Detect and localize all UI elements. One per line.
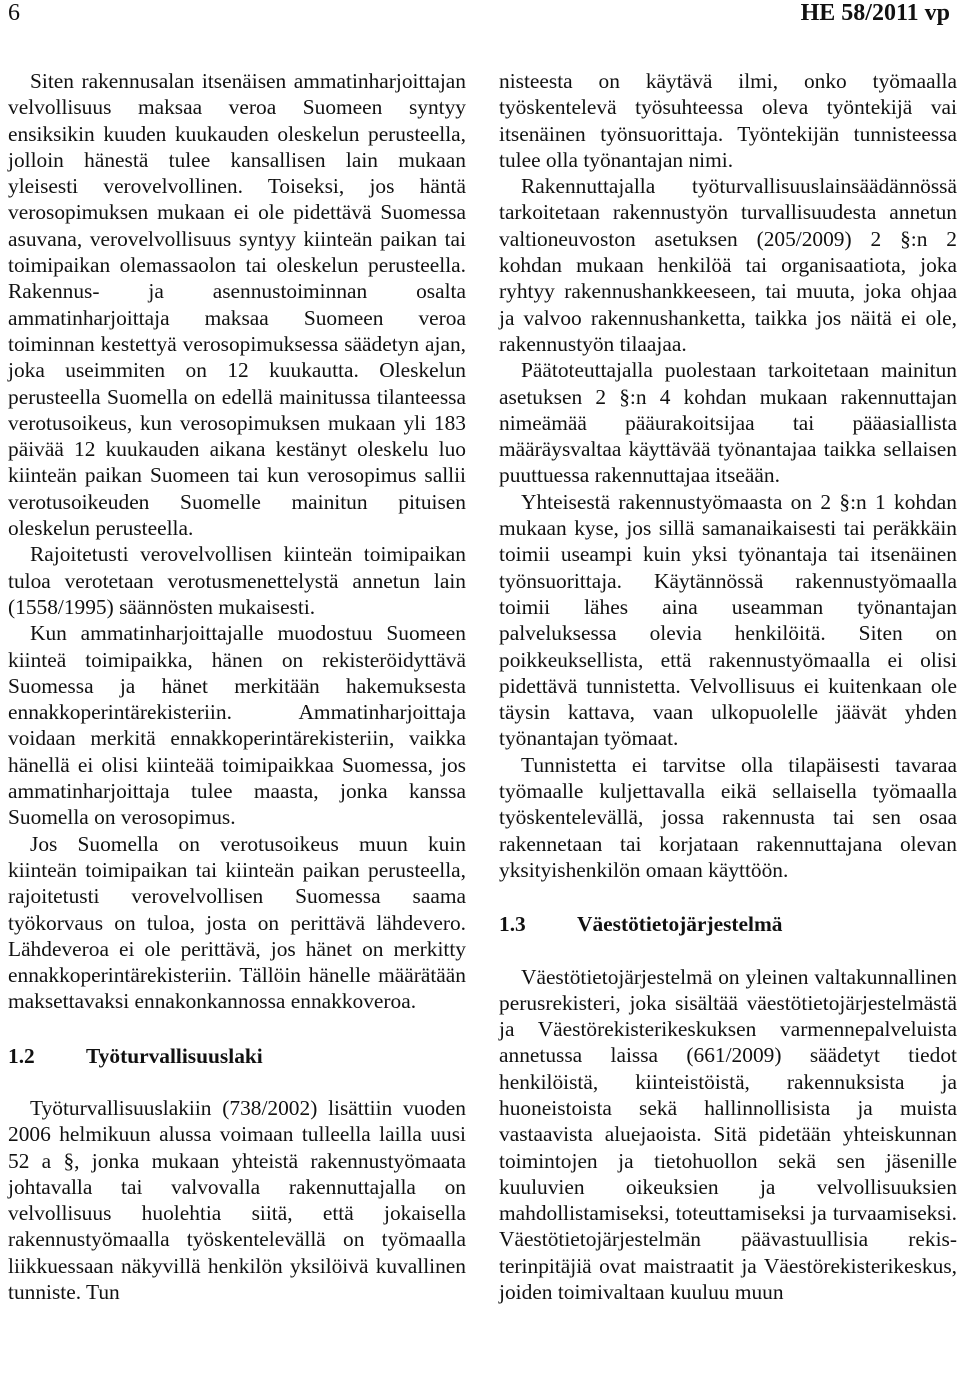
paragraph: Jos Suomella on verotusoikeus muun kuin kiinteän toimipaikan tai kiinteän paikan perusteella, rajoitetusti verovelvollisen Suomessa saama työkorvaus on tuloa, josta on perittävä lähdevero. Lähdeveroa ei ole perittävä, jos hänet on merkitty ennakkoperintärekisteriin. Tällöin hänelle määrätään maksettavaksi ennakonkannossa ennakkoveroa.	[8, 831, 466, 1014]
section-heading	[499, 911, 957, 937]
section-number: 1.2	[8, 1043, 35, 1068]
right-column	[499, 68, 957, 1305]
document-reference: HE 58/2011 vp	[800, 0, 950, 26]
section-title: Väestötietojärjestelmä	[577, 912, 783, 937]
paragraph: Tunnistetta ei tarvitse olla tilapäisesti tavaraa työmaalle kuljettavalla eikä sellaisella työmaalla työskentelevällä, jossa rakennusta tai sen osaa rakennetaan tai korjataan rakennuttajana olevan yksityishenkilön omaan käyttöön.	[499, 752, 957, 882]
paragraph: Kun ammatinharjoittajalle muodostuu Suomeen kiinteä toimipaikka, hänen on rekisteröidyttävä Suomessa ja hänet merkitään hakemuksesta ennakkoperintärekisteriin. Ammatinharjoittaja voidaan merkitä ennakkoperintärekisteriin, vaikka hänellä ei olisi kiinteää toimipaikkaa Suomessa, jos ammatinharjoittaja tulee maasta, jonka kanssa Suomella on verosopimus.	[8, 621, 466, 830]
paragraph: Yhteisestä rakennustyömaasta on 2 §:n 1 kohdan mukaan kyse, jos sillä samanaikaisesti tai peräkkäin toimii useampi kuin yksi työnantaja tai itsenäinen työnsuorittaja. Käytännössä rakennustyömaalla toimii lähes aina useamman työnantajan palveluksessa olevia henkilöitä. Siten on poikkeuksellista, että rakennustyömaalla ei olisi pidettävä tunnistetta. Velvollisuus ei kuitenkaan ole täysin kattava, vaan ulkopuolelle jäävät yhden työnantajan työmaat.	[499, 489, 957, 751]
page-number: 6	[8, 0, 20, 26]
paragraph: Työturvallisuuslakiin (738/2002) lisättiin vuoden 2006 helmikuun alussa voimaan tulleella lailla uusi 52 a §, jonka mukaan yhteistä rakennustyömaata johtavalla tai valvovalla rakennuttajalla on velvollisuus huolehtia siitä, että jokaisella rakennustyömaalla työskentelevällä on työmaalla liikkuessaan näkyvillä henkilön yksilöivä kuvallinen tunniste. Tun	[8, 1095, 466, 1305]
paragraph: Väestötietojärjestelmä on yleinen valtakunnallinen perusrekisteri, joka sisältää väestötietojärjestelmästä ja Väestörekisterikeskuksen varmennepalveluista annetussa laissa (661/2009) säädetyt tiedot henkilöistä, kiinteistöistä, rakennuksista ja huoneistoista sekä hallinnollisista ja muista vastaavista aluejaoista. Sitä pidetään yhteiskunnan toimintojen ja tietohuollon sekä sen jäsenille kuuluvien oikeuksien ja velvollisuuksien mahdollistamiseksi, toteuttamiseksi ja turvaamiseksi. Väestötietojärjestelmän päävastuullisia rekisterinpitäjiä ovat maistraatit ja Väestörekisterikeskus, joiden toimivaltaan kuuluu muun	[499, 964, 957, 1305]
paragraph: nisteesta on käytävä ilmi, onko työmaalla työskentelevä työsuhteessa oleva työntekijä vai itsenäinen työnsuorittaja. Työntekijän tunnisteessa tulee olla työnantajan nimi.	[499, 69, 957, 172]
section-heading	[8, 1043, 466, 1069]
left-column	[8, 68, 466, 1305]
paragraph: Siten rakennusalan itsenäisen ammatinharjoittajan velvollisuus maksaa veroa Suomeen syntyy ensiksikin kuuden kuukauden oleskelun perusteella, jolloin hänestä tulee kansallisen lain mukaan yleisesti verovelvollinen. Toiseksi, jos häntä verosopimuksen mukaan ei ole pidettävä Suomessa asuvana, verovelvollisuus syntyy kiinteän paikan tai toimipaikan olemassaolon tai oleskelun perusteella. Rakennus- ja asennustoiminnan osalta ammatinharjoittaja maksaa Suomeen veroa toiminnan kestettyä verosopimuksessa säädetyn ajan, joka useimmiten on 12 kuukautta. Oleskelun perusteella Suomella on edellä mainitussa tilanteessa verotusoikeus, kun verosopimuksen mukaan yli 183 päivää 12 kuukauden aikana kestänyt oleskelu luo kiinteän paikan Suomeen tai kun verosopimus sallii verotusoikeuden Suomelle mainitun pituisen oleskelun perusteella.	[8, 69, 466, 541]
paragraph: Rakennuttajalla työturvallisuuslainsäädännössä tarkoitetaan rakennustyön turvallisuudesta annetun valtioneuvoston asetuksen (205/2009) 2 §:n 2 kohdan mukaan henkilöä tai organisaatiota, joka ryhtyy rakennushankkeeseen, tai muuta, joka ohjaa ja valvoo rakennushanketta, taikka jos näitä ei ole, rakennustyön tilaajaa.	[499, 174, 957, 356]
paragraph: Päätoteuttajalla puolestaan tarkoitetaan mainitun asetuksen 2 §:n 4 kohdan mukaan rakennuttajan nimeämää pääurakoitsijaa tai pääasiallista määräysvaltaa käyttävää työnantajaa taikka sellaisen puuttuessa rakennuttajaa itseään.	[499, 358, 957, 488]
section-number: 1.3	[499, 912, 526, 937]
paragraph: Rajoitetusti verovelvollisen kiinteän toimipaikan tuloa verotetaan verotusmenettelystä annetun lain (1558/1995) säännösten mukaisesti.	[8, 542, 466, 619]
section-title: Työturvallisuuslaki	[86, 1043, 263, 1068]
